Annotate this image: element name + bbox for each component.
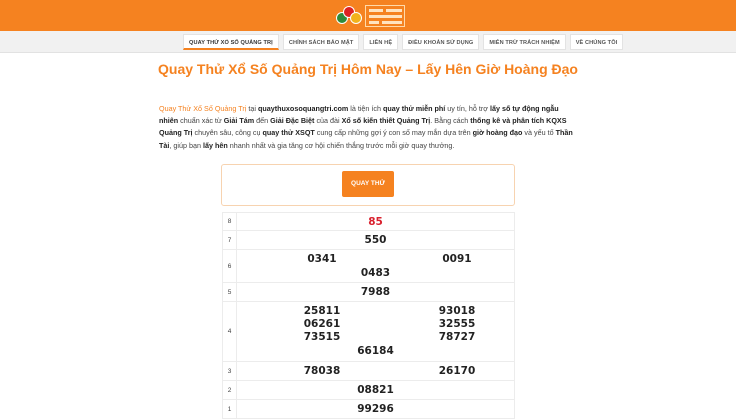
- table-row-prize-3: [223, 362, 515, 381]
- intro-text: đến: [254, 116, 271, 126]
- prize-number: 78727: [438, 331, 476, 343]
- nav-item-chinh-sach-bao-mat[interactable]: CHÍNH SÁCH BẢO MẬT: [283, 34, 360, 50]
- prize-number: 0091: [442, 253, 472, 265]
- intro-text: là tiện ích: [348, 104, 383, 113]
- table-row-prize-1: [223, 400, 515, 419]
- page-title: Quay Thử Xổ Số Quảng Trị Hôm Nay – Lấy Hên Giờ Hoàng Đạo: [158, 61, 578, 77]
- intro-text-bold: quaythuxosoquangtri.com: [257, 104, 349, 113]
- intro-text: của đài: [314, 116, 342, 126]
- prize-number: 08821: [357, 384, 394, 396]
- prize-number: 99296: [357, 403, 394, 415]
- intro-paragraph: [159, 103, 577, 152]
- prize-values: [237, 362, 515, 381]
- intro-text-bold: thống kê và phân tích KQXS Quảng Trị: [159, 116, 567, 138]
- top-header-bar: [0, 0, 736, 31]
- main-navigation: [0, 31, 736, 53]
- intro-text-bold: quay thử XSQT: [262, 128, 315, 138]
- intro-text: tại: [246, 104, 258, 113]
- nav-item-lien-he[interactable]: LIÊN HỆ: [363, 34, 398, 50]
- spin-button[interactable]: QUAY THỬ: [342, 171, 394, 197]
- intro-text-bold: Xổ số kiến thiết Quảng Trị: [341, 116, 431, 126]
- intro-text: và yếu tố: [522, 128, 556, 138]
- prize-number: 0483: [360, 267, 391, 279]
- intro-text-bold: Giải Tám: [223, 116, 255, 126]
- prize-number: 7988: [360, 286, 391, 298]
- prize-values: [237, 302, 515, 362]
- prize-number: 78038: [303, 365, 341, 377]
- prize-values: [237, 381, 515, 400]
- prize-values: [237, 250, 515, 283]
- intro-text: chuẩn xác từ: [178, 116, 224, 126]
- intro-link-quay-thu[interactable]: Quay Thử Xổ Số Quảng Trị: [159, 104, 247, 113]
- nav-item-quay-thu[interactable]: QUAY THỬ XỔ SỐ QUẢNG TRỊ: [183, 34, 279, 50]
- prize-label: 6: [223, 250, 237, 283]
- intro-text: . Bằng cách: [430, 116, 471, 126]
- intro-text-bold: lấy hên: [202, 140, 228, 150]
- table-row-prize-2: [223, 381, 515, 400]
- prize-label: 5: [223, 283, 237, 302]
- intro-text-bold: Giải Đặc Biệt: [270, 116, 315, 126]
- nav-item-ve-chung-toi[interactable]: VỀ CHÚNG TÔI: [570, 34, 624, 50]
- table-row-prize-8: [223, 213, 515, 231]
- intro-text: , giúp bạn: [169, 140, 203, 150]
- intro-text: chuyên sâu, công cụ: [192, 128, 263, 138]
- prize-number: 26170: [438, 365, 476, 377]
- table-row-prize-4: [223, 302, 515, 362]
- prize-label: 3: [223, 362, 237, 381]
- intro-text-bold: lấy số tự động ngẫu nhiên: [159, 104, 559, 126]
- table-row-prize-6: [223, 250, 515, 283]
- prize-number: 93018: [438, 305, 476, 317]
- intro-text-bold: quay thử miễn phí: [383, 104, 446, 113]
- logo-wordmark-graphic: [365, 5, 405, 27]
- site-logo[interactable]: [334, 2, 404, 29]
- lottery-ball-yellow-icon: [350, 12, 362, 24]
- prize-number: 06261: [303, 318, 341, 330]
- prize-number: 85: [368, 216, 383, 228]
- prize-number: 32555: [438, 318, 476, 330]
- nav-item-dieu-khoan-su-dung[interactable]: ĐIỀU KHOẢN SỬ DỤNG: [402, 34, 479, 50]
- intro-text: cung cấp những gợi ý con số may mắn dựa trên: [314, 128, 473, 138]
- table-row-prize-7: [223, 231, 515, 250]
- prize-label: 2: [223, 381, 237, 400]
- prize-number: 0341: [307, 253, 337, 265]
- prize-values: [237, 400, 515, 419]
- intro-text-bold: giờ hoàng đạo: [472, 128, 523, 138]
- prize-values: [237, 213, 515, 231]
- intro-text-bold: Thần Tài: [159, 128, 573, 150]
- nav-item-mien-tru-trach-nhiem[interactable]: MIỄN TRỪ TRÁCH NHIỆM: [483, 34, 565, 50]
- prize-number: 66184: [357, 345, 394, 357]
- prize-label: 4: [223, 302, 237, 362]
- intro-text: uy tín, hỗ trợ: [445, 104, 490, 113]
- prize-number: 25811: [303, 305, 341, 317]
- prize-number: 550: [364, 234, 387, 246]
- prize-label: 1: [223, 400, 237, 419]
- prize-number: 73515: [303, 331, 341, 343]
- table-row-prize-5: [223, 283, 515, 302]
- prize-label: 7: [223, 231, 237, 250]
- intro-text: nhanh nhất và gia tăng cơ hội chiến thắng trước mỗi giờ quay thưởng.: [227, 140, 455, 150]
- prize-values: [237, 231, 515, 250]
- prize-label: 8: [223, 213, 237, 231]
- results-table: [222, 212, 515, 419]
- prize-values: [237, 283, 515, 302]
